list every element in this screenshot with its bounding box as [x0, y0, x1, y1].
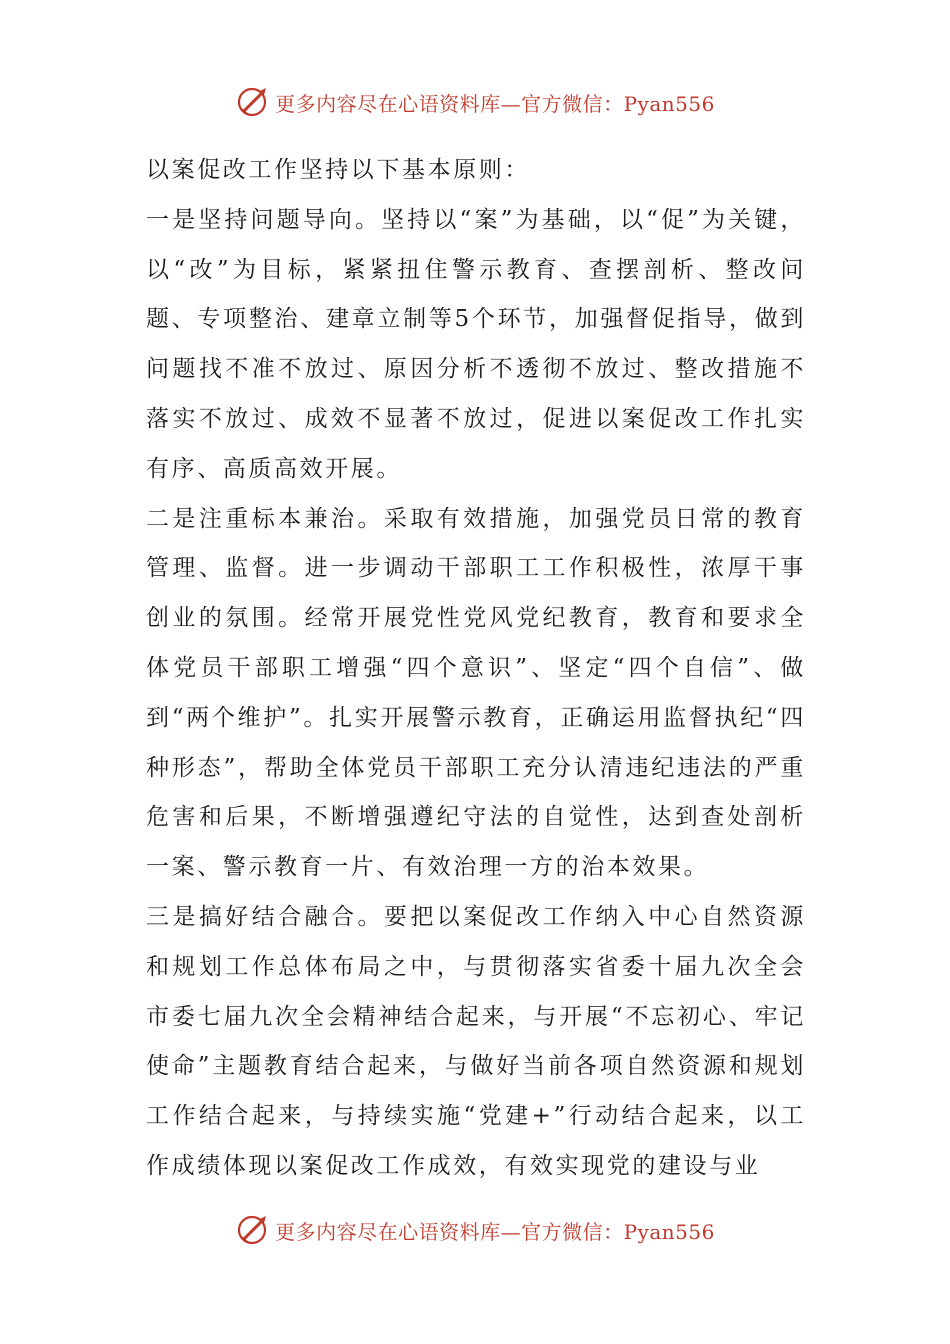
paragraph-principle-one: 一是坚持问题导向。坚持以“案”为基础，以“促”为关键，以“改”为目标，紧紧扭住警示教育、查摆剖析、整改问题、专项整治、建章立制等5个环节，加强督促指导，做到问题找不准不放过、原因分析不透彻不放过、整改措施不落实不放过、成效不显著不放过，促进以案促改工作扎实有序、高质高效开展。	[146, 206, 806, 482]
footer-watermark-banner	[0, 1210, 950, 1250]
header-watermark-text: 更多内容尽在心语资料库—官方微信：Pyan556	[275, 91, 715, 116]
pen-logo-icon	[235, 1212, 271, 1248]
pen-logo-icon	[235, 84, 271, 120]
paragraph-intro: 以案促改工作坚持以下基本原则：	[146, 157, 530, 183]
footer-watermark-text: 更多内容尽在心语资料库—官方微信：Pyan556	[275, 1219, 715, 1244]
paragraph-principle-three: 三是搞好结合融合。要把以案促改工作纳入中心自然资源和规划工作总体布局之中，与贯彻落实省委十届九次全会市委七届九次全会精神结合起来，与开展“不忘初心、牢记使命”主题教育结合起来，与做好当前各项自然资源和规划工作结合起来，与持续实施“党建+”行动结合起来，以工作成绩体现以案促改工作成效，有效实现党的建设与业	[146, 903, 806, 1179]
header-watermark-banner	[0, 82, 950, 122]
document-body	[146, 146, 806, 1192]
paragraph-principle-two: 二是注重标本兼治。采取有效措施，加强党员日常的教育管理、监督。进一步调动干部职工工作积极性，浓厚干事创业的氛围。经常开展党性党风党纪教育，教育和要求全体党员干部职工增强“四个意识”、坚定“四个自信”、做到“两个维护”。扎实开展警示教育，正确运用监督执纪“四种形态”，帮助全体党员干部职工充分认清违纪违法的严重危害和后果，不断增强遵纪守法的自觉性，达到查处剖析一案、警示教育一片、有效治理一方的治本效果。	[146, 505, 806, 881]
